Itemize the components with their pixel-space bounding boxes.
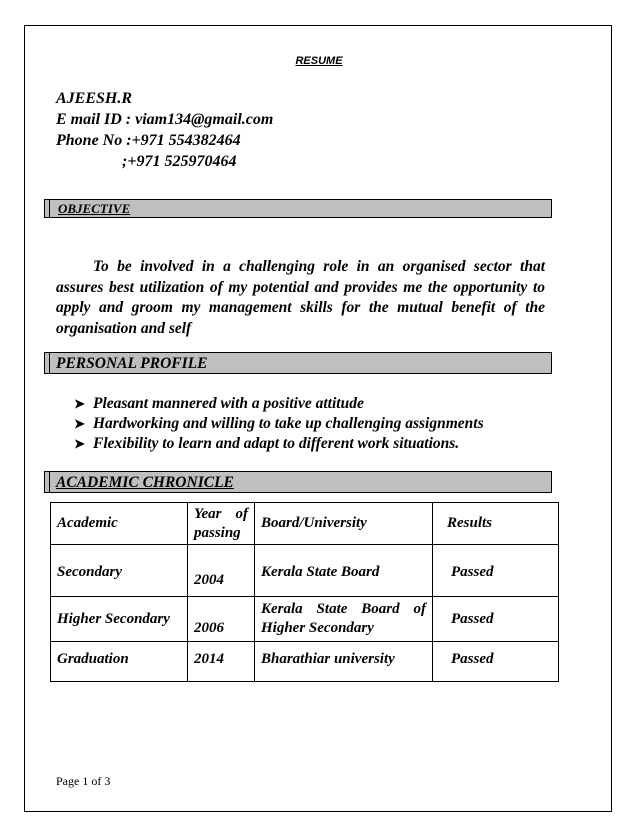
personal-profile-list <box>74 394 484 454</box>
list-item-text: Hardworking and willing to take up challenging assignments <box>93 415 484 432</box>
table-cell: Kerala State Board <box>255 545 433 597</box>
table-header-row <box>51 503 559 545</box>
list-item-text: Pleasant mannered with a positive attitude <box>93 395 364 412</box>
table-row <box>51 545 559 597</box>
column-header: Academic <box>51 503 188 545</box>
table-cell: 2014 <box>188 642 255 682</box>
list-item <box>74 394 484 414</box>
arrow-bullet-icon: ➤ <box>74 396 85 411</box>
arrow-bullet-icon: ➤ <box>74 416 85 431</box>
phone-line-2: ;+971 525970464 <box>122 153 237 170</box>
table-cell: Kerala State Board of Higher Secondary <box>255 597 433 642</box>
table-row <box>51 642 559 682</box>
table-cell: Passed <box>433 642 559 682</box>
candidate-name: AJEESH.R <box>56 90 133 107</box>
contact-block <box>56 88 273 172</box>
objective-heading-bar <box>44 199 552 218</box>
academic-heading-bar <box>44 471 552 493</box>
column-header: Board/University <box>255 503 433 545</box>
email-line: E mail ID : viam134@gmail.com <box>56 111 274 128</box>
list-item <box>74 434 484 454</box>
table-cell: Secondary <box>51 545 188 597</box>
list-item-text: Flexibility to learn and adapt to different work situations. <box>93 435 460 452</box>
page-number: Page 1 of 3 <box>56 774 111 788</box>
table-cell: Graduation <box>51 642 188 682</box>
table-cell: 2006 <box>188 597 255 642</box>
table-cell: Passed <box>433 545 559 597</box>
table-cell: Bharathiar university <box>255 642 433 682</box>
table-cell: Passed <box>433 597 559 642</box>
personal-profile-heading: PERSONAL PROFILE <box>56 355 208 372</box>
academic-heading: ACADEMIC CHRONICLE <box>56 474 234 491</box>
bar-divider <box>49 353 50 373</box>
bar-divider <box>49 472 50 492</box>
phone-line: Phone No :+971 554382464 <box>56 132 241 149</box>
column-header: Year of passing <box>188 503 255 545</box>
bar-divider <box>49 200 50 217</box>
objective-text: To be involved in a challenging role in an organised sector that assures best utilization of my potential and provides me the opportunity to apply and groom my management skills for the mutual benefit of the organisation and self <box>56 258 545 337</box>
document-title: RESUME <box>295 55 343 67</box>
objective-heading: OBJECTIVE <box>58 201 131 216</box>
arrow-bullet-icon: ➤ <box>74 436 85 451</box>
column-header: Results <box>433 503 559 545</box>
table-cell: 2004 <box>188 545 255 597</box>
personal-profile-heading-bar <box>44 352 552 374</box>
table-cell: Higher Secondary <box>51 597 188 642</box>
academic-table <box>50 502 559 682</box>
table-row <box>51 597 559 642</box>
list-item <box>74 414 484 434</box>
